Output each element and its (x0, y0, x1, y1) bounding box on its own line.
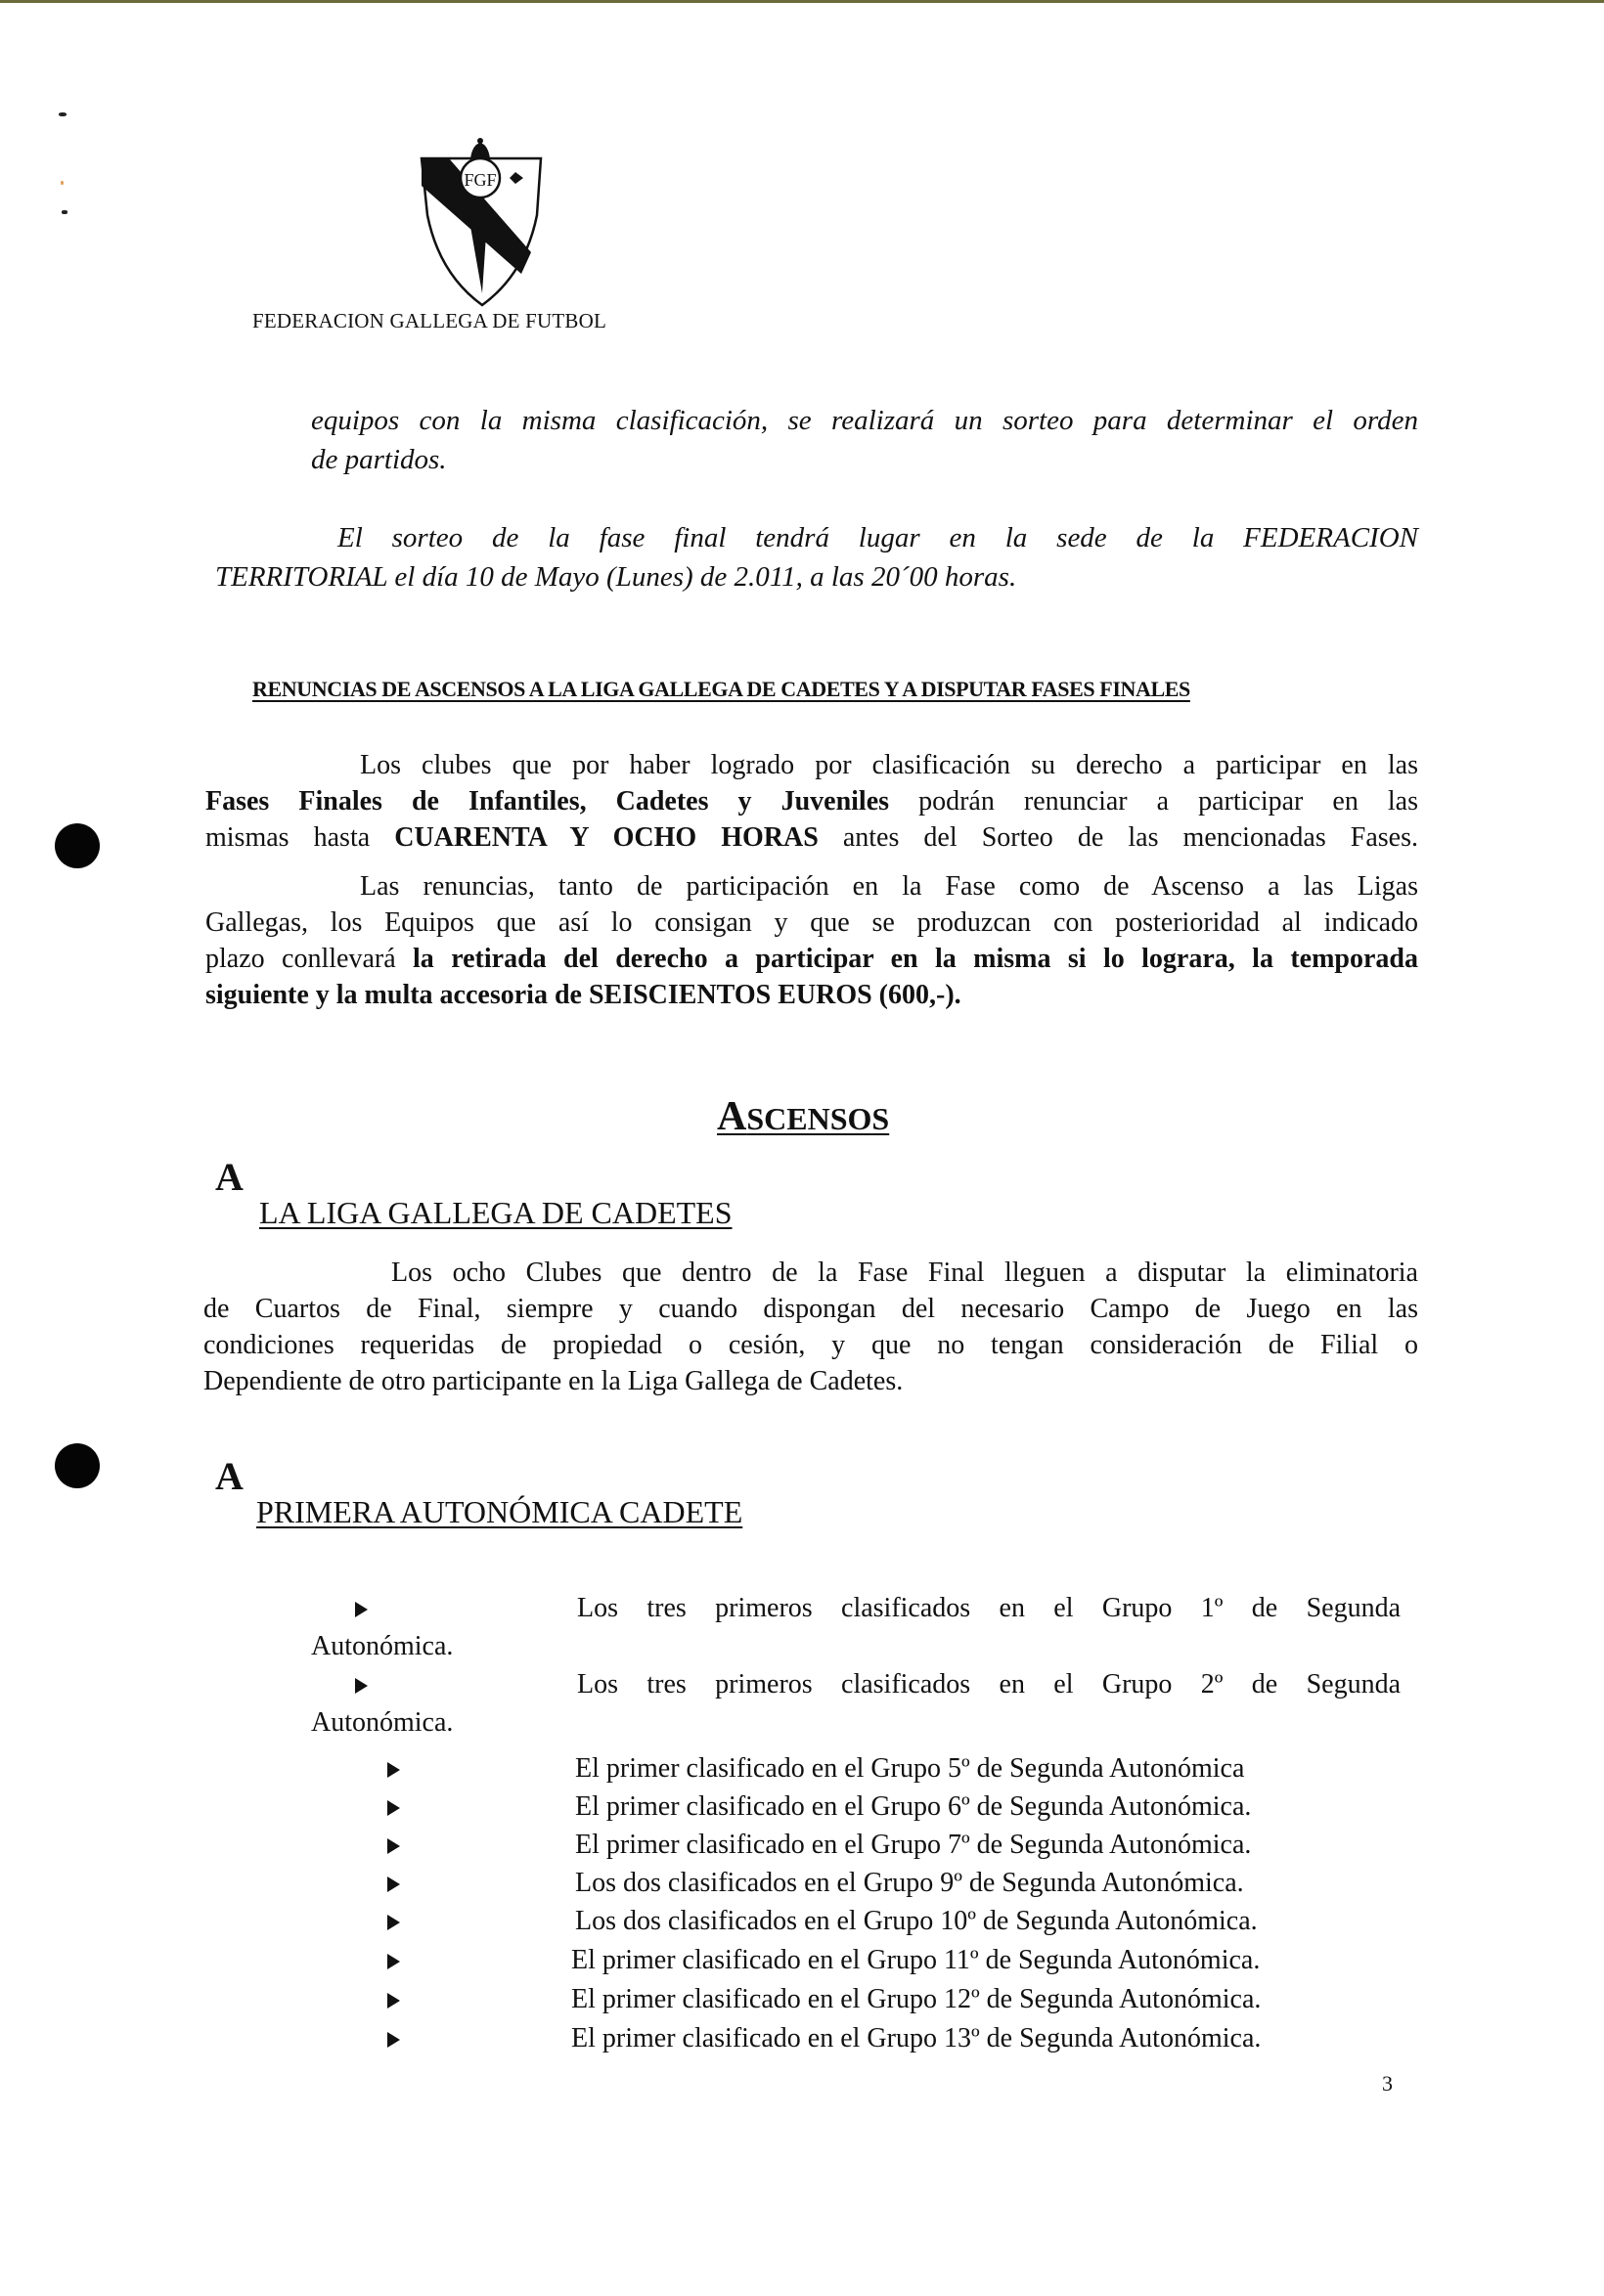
list-item: Los tres primeros clasificados en el Grupo 2º de Segunda (577, 1669, 1401, 1700)
text-span: mismas hasta (205, 822, 395, 853)
para-line (205, 783, 1418, 819)
para-line: Las renuncias, tanto de participación en la Fase como de Ascenso a las Ligas (360, 871, 1418, 902)
bold-deadline: CUARENTA Y OCHO HORAS (394, 822, 819, 853)
scan-speck (61, 181, 64, 185)
renuncias-paragraph-2 (205, 868, 1418, 1013)
scan-speck (59, 112, 67, 116)
list-item: El primer clasificado en el Grupo 7º de Segunda Autonómica. (575, 1830, 1252, 1860)
para-line (205, 941, 1418, 977)
section-letter: A (215, 1454, 244, 1498)
bold-phase-names: Fases Finales de Infantiles, Cadetes y Juveniles (205, 786, 890, 817)
bold-fine: siguiente y la multa accesoria de SEISCIENTOS EUROS (600,-). (205, 980, 961, 1010)
section-letter: A (215, 1155, 244, 1199)
organization-name: FEDERACION GALLEGA DE FUTBOL (252, 309, 607, 332)
bullet-icon (355, 1602, 368, 1617)
list-item: El primer clasificado en el Grupo 13º de Segunda Autonómica. (571, 2023, 1262, 2053)
page-number: 3 (1382, 2071, 1393, 2096)
bullet-icon (387, 1800, 400, 1816)
text-span: plazo conllevará (205, 944, 414, 974)
bold-penalty: la retirada del derecho a participar en la misma si lo lograra, la temporada (413, 944, 1418, 974)
section1-paragraph (203, 1255, 1418, 1399)
bullet-icon (387, 1877, 400, 1892)
bullet-icon (355, 1678, 368, 1694)
scan-top-edge (0, 0, 1604, 3)
list-item: Los dos clasificados en el Grupo 10º de Segunda Autonómica. (575, 1906, 1258, 1936)
renuncias-heading: RENUNCIAS DE ASCENSOS A LA LIGA GALLEGA DE CADETES Y A DISPUTAR FASES FINALES (252, 677, 1190, 701)
bullet-icon (387, 1838, 400, 1854)
section-heading-primera-autonomica: PRIMERA AUTONÓMICA CADETE (256, 1494, 743, 1529)
para-line (205, 819, 1418, 856)
draw-line: TERRITORIAL el día 10 de Mayo (Lunes) de 2.011, a las 20´00 horas. (215, 561, 1017, 593)
list-item-wrap: Autonómica. (311, 1631, 454, 1661)
title-initial: A (717, 1094, 747, 1139)
para-line: de Cuartos de Final, siempre y cuando dispongan del necesario Campo de Juego en las (203, 1294, 1418, 1324)
bullet-icon (387, 1762, 400, 1778)
para-line: Los clubes que por haber logrado por clasificación su derecho a participar en las (360, 750, 1418, 780)
punch-hole (55, 823, 100, 868)
bullet-icon (387, 1993, 400, 2009)
draw-paragraph (215, 518, 1418, 596)
list-item: Los tres primeros clasificados en el Grupo 1º de Segunda (577, 1593, 1401, 1623)
title-rest: SCENSOS (746, 1101, 890, 1136)
bullet-icon (387, 1954, 400, 1969)
punch-hole (55, 1443, 100, 1488)
svg-text:FGF: FGF (464, 170, 497, 190)
draw-line: El sorteo de la fase final tendrá lugar en la sede de la FEDERACION (337, 522, 1418, 553)
text-span: podrán renunciar a participar en las (889, 786, 1418, 817)
list-item-wrap: Autonómica. (311, 1707, 454, 1738)
intro-continuation (311, 401, 1418, 479)
intro-line: de partidos. (311, 444, 447, 475)
text-span: antes del Sorteo de las mencionadas Fases. (818, 822, 1418, 853)
para-line: Gallegas, los Equipos que así lo consigan y que se produzcan con posterioridad al indicado (205, 907, 1418, 938)
list-item: El primer clasificado en el Grupo 5º de Segunda Autonómica (575, 1753, 1245, 1784)
bullet-icon (387, 2032, 400, 2048)
intro-line: equipos con la misma clasificación, se realizará un sorteo para determinar el orden (311, 405, 1418, 436)
list-item: Los dos clasificados en el Grupo 9º de Segunda Autonómica. (575, 1868, 1244, 1898)
list-item: El primer clasificado en el Grupo 12º de Segunda Autonómica. (571, 1984, 1262, 2014)
section-heading-liga-gallega: LA LIGA GALLEGA DE CADETES (259, 1195, 733, 1230)
list-item: El primer clasificado en el Grupo 11º de Segunda Autonómica. (571, 1945, 1261, 1975)
bullet-icon (387, 1915, 400, 1930)
para-line: Dependiente de otro participante en la Liga Gallega de Cadetes. (203, 1366, 904, 1396)
federation-logo-icon (416, 137, 553, 308)
ascensos-title (717, 1093, 889, 1140)
list-item: El primer clasificado en el Grupo 6º de Segunda Autonómica. (575, 1791, 1252, 1822)
scan-speck (62, 210, 67, 214)
para-line: condiciones requeridas de propiedad o cesión, y que no tengan consideración de Filial o (203, 1330, 1418, 1360)
para-line: Los ocho Clubes que dentro de la Fase Final lleguen a disputar la eliminatoria (391, 1258, 1418, 1288)
renuncias-paragraph-1 (205, 747, 1418, 856)
